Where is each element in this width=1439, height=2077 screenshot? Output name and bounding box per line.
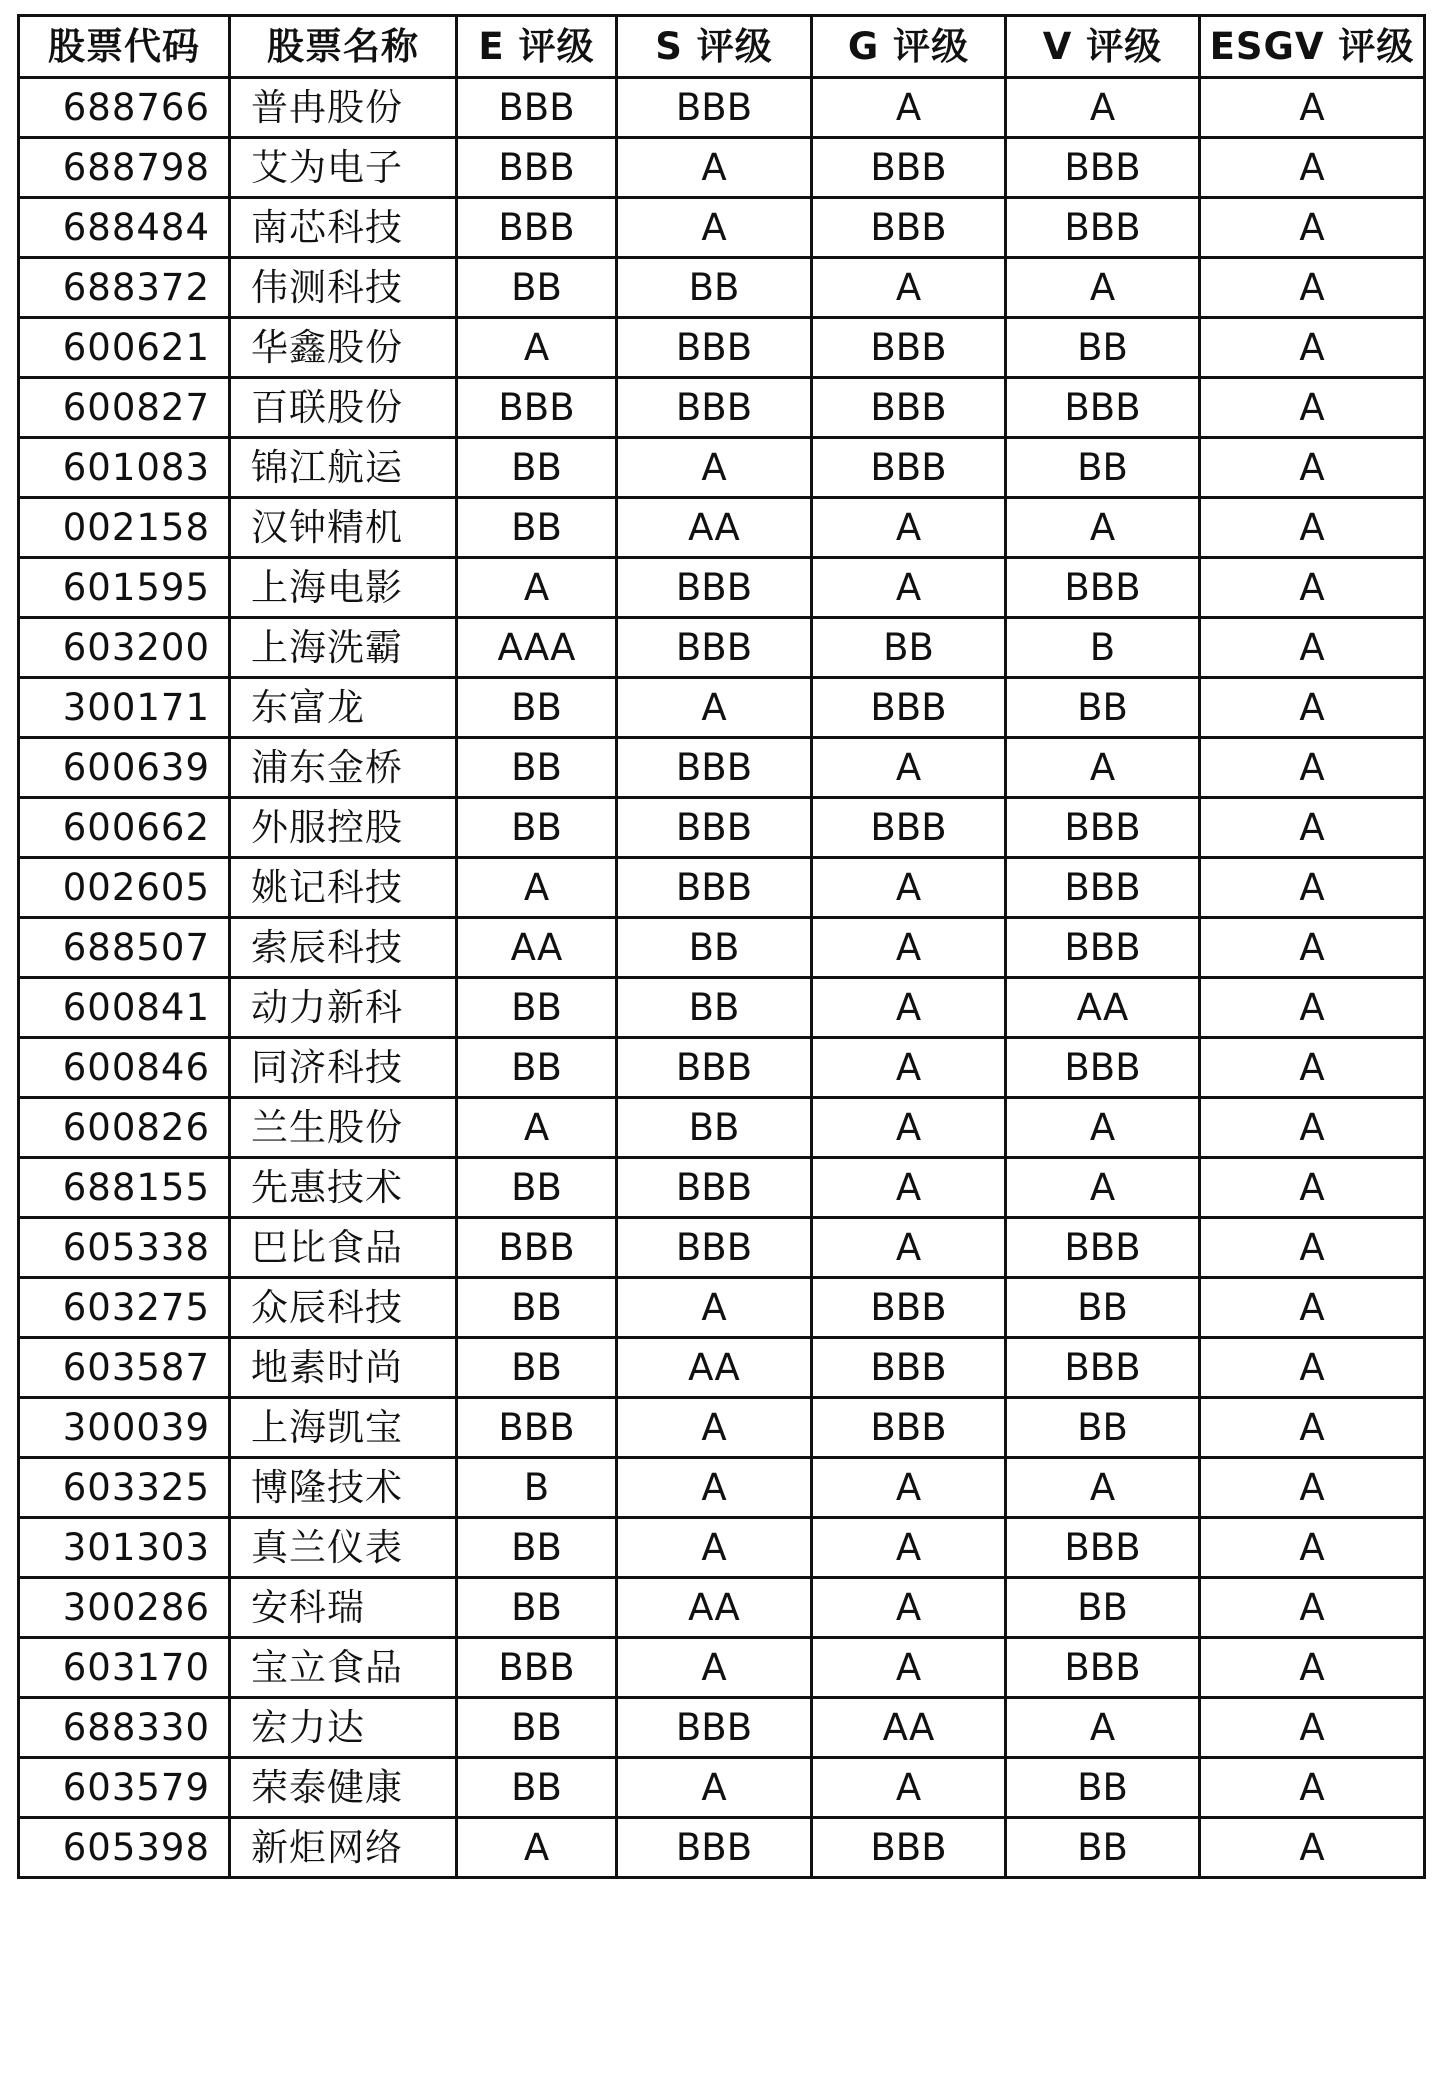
esgv-rating-cell: A bbox=[1200, 498, 1425, 558]
stock-name-cell: 南芯科技 bbox=[230, 198, 457, 258]
table-row bbox=[19, 1518, 1425, 1578]
table-row bbox=[19, 438, 1425, 498]
s-rating-cell: BBB bbox=[617, 738, 812, 798]
stock-name-cell: 巴比食品 bbox=[230, 1218, 457, 1278]
table-row bbox=[19, 78, 1425, 138]
s-rating-cell: BBB bbox=[617, 1818, 812, 1878]
g-rating-cell: BBB bbox=[812, 138, 1006, 198]
stock-code-cell: 688766 bbox=[19, 78, 230, 138]
v-rating-cell: BBB bbox=[1006, 918, 1200, 978]
v-rating-cell: BBB bbox=[1006, 198, 1200, 258]
table-row bbox=[19, 498, 1425, 558]
table-row bbox=[19, 1338, 1425, 1398]
stock-name-cell: 锦江航运 bbox=[230, 438, 457, 498]
stock-name-cell: 安科瑞 bbox=[230, 1578, 457, 1638]
g-rating-cell: A bbox=[812, 1038, 1006, 1098]
table-row bbox=[19, 1818, 1425, 1878]
header-stock-name: 股票名称 bbox=[230, 16, 457, 78]
stock-code-cell: 002158 bbox=[19, 498, 230, 558]
table-row bbox=[19, 618, 1425, 678]
s-rating-cell: AA bbox=[617, 498, 812, 558]
g-rating-cell: BBB bbox=[812, 1398, 1006, 1458]
table-row bbox=[19, 198, 1425, 258]
esgv-rating-cell: A bbox=[1200, 1518, 1425, 1578]
esgv-rating-cell: A bbox=[1200, 1758, 1425, 1818]
g-rating-cell: BBB bbox=[812, 438, 1006, 498]
esgv-rating-cell: A bbox=[1200, 438, 1425, 498]
g-rating-cell: BBB bbox=[812, 318, 1006, 378]
v-rating-cell: A bbox=[1006, 1098, 1200, 1158]
esgv-rating-cell: A bbox=[1200, 558, 1425, 618]
stock-name-cell: 艾为电子 bbox=[230, 138, 457, 198]
stock-code-cell: 603587 bbox=[19, 1338, 230, 1398]
stock-name-cell: 东富龙 bbox=[230, 678, 457, 738]
s-rating-cell: A bbox=[617, 1638, 812, 1698]
e-rating-cell: BB bbox=[457, 1038, 617, 1098]
v-rating-cell: BB bbox=[1006, 1278, 1200, 1338]
e-rating-cell: BBB bbox=[457, 1398, 617, 1458]
stock-code-cell: 603579 bbox=[19, 1758, 230, 1818]
table-row bbox=[19, 1578, 1425, 1638]
s-rating-cell: BBB bbox=[617, 378, 812, 438]
stock-name-cell: 伟测科技 bbox=[230, 258, 457, 318]
g-rating-cell: A bbox=[812, 738, 1006, 798]
esgv-rating-cell: A bbox=[1200, 1458, 1425, 1518]
table-row bbox=[19, 378, 1425, 438]
stock-name-cell: 浦东金桥 bbox=[230, 738, 457, 798]
v-rating-cell: A bbox=[1006, 78, 1200, 138]
e-rating-cell: A bbox=[457, 318, 617, 378]
g-rating-cell: BBB bbox=[812, 1338, 1006, 1398]
v-rating-cell: A bbox=[1006, 498, 1200, 558]
e-rating-cell: AA bbox=[457, 918, 617, 978]
g-rating-cell: A bbox=[812, 1218, 1006, 1278]
header-e-rating: E 评级 bbox=[457, 16, 617, 78]
table-row bbox=[19, 1098, 1425, 1158]
table-header bbox=[19, 16, 1425, 78]
stock-name-cell: 真兰仪表 bbox=[230, 1518, 457, 1578]
e-rating-cell: A bbox=[457, 858, 617, 918]
stock-code-cell: 688798 bbox=[19, 138, 230, 198]
s-rating-cell: BBB bbox=[617, 558, 812, 618]
stock-code-cell: 605398 bbox=[19, 1818, 230, 1878]
table-row bbox=[19, 978, 1425, 1038]
v-rating-cell: A bbox=[1006, 1458, 1200, 1518]
g-rating-cell: A bbox=[812, 1638, 1006, 1698]
stock-code-cell: 688330 bbox=[19, 1698, 230, 1758]
table-row bbox=[19, 1218, 1425, 1278]
e-rating-cell: BBB bbox=[457, 1638, 617, 1698]
s-rating-cell: BBB bbox=[617, 318, 812, 378]
s-rating-cell: BBB bbox=[617, 1698, 812, 1758]
table-row bbox=[19, 678, 1425, 738]
header-row bbox=[19, 16, 1425, 78]
stock-code-cell: 600621 bbox=[19, 318, 230, 378]
e-rating-cell: BB bbox=[457, 1578, 617, 1638]
g-rating-cell: BBB bbox=[812, 1818, 1006, 1878]
s-rating-cell: A bbox=[617, 1398, 812, 1458]
e-rating-cell: BB bbox=[457, 438, 617, 498]
g-rating-cell: A bbox=[812, 1758, 1006, 1818]
s-rating-cell: BBB bbox=[617, 858, 812, 918]
esgv-rating-cell: A bbox=[1200, 258, 1425, 318]
stock-name-cell: 兰生股份 bbox=[230, 1098, 457, 1158]
s-rating-cell: A bbox=[617, 198, 812, 258]
s-rating-cell: A bbox=[617, 438, 812, 498]
g-rating-cell: A bbox=[812, 498, 1006, 558]
stock-code-cell: 600639 bbox=[19, 738, 230, 798]
g-rating-cell: BBB bbox=[812, 798, 1006, 858]
stock-code-cell: 601083 bbox=[19, 438, 230, 498]
s-rating-cell: BBB bbox=[617, 1038, 812, 1098]
table-row bbox=[19, 558, 1425, 618]
e-rating-cell: BB bbox=[457, 798, 617, 858]
stock-name-cell: 同济科技 bbox=[230, 1038, 457, 1098]
v-rating-cell: A bbox=[1006, 1158, 1200, 1218]
e-rating-cell: BB bbox=[457, 978, 617, 1038]
g-rating-cell: BBB bbox=[812, 198, 1006, 258]
e-rating-cell: BB bbox=[457, 1158, 617, 1218]
g-rating-cell: A bbox=[812, 978, 1006, 1038]
esgv-rating-cell: A bbox=[1200, 618, 1425, 678]
stock-code-cell: 603275 bbox=[19, 1278, 230, 1338]
s-rating-cell: BBB bbox=[617, 78, 812, 138]
stock-code-cell: 603170 bbox=[19, 1638, 230, 1698]
stock-name-cell: 上海凯宝 bbox=[230, 1398, 457, 1458]
stock-name-cell: 姚记科技 bbox=[230, 858, 457, 918]
s-rating-cell: A bbox=[617, 138, 812, 198]
v-rating-cell: BBB bbox=[1006, 1218, 1200, 1278]
s-rating-cell: AA bbox=[617, 1338, 812, 1398]
e-rating-cell: BB bbox=[457, 678, 617, 738]
esgv-rating-cell: A bbox=[1200, 1398, 1425, 1458]
esgv-rating-cell: A bbox=[1200, 1698, 1425, 1758]
stock-code-cell: 688507 bbox=[19, 918, 230, 978]
stock-name-cell: 上海电影 bbox=[230, 558, 457, 618]
e-rating-cell: BB bbox=[457, 1698, 617, 1758]
table-row bbox=[19, 1758, 1425, 1818]
v-rating-cell: BBB bbox=[1006, 798, 1200, 858]
stock-code-cell: 603325 bbox=[19, 1458, 230, 1518]
e-rating-cell: BB bbox=[457, 1278, 617, 1338]
g-rating-cell: BBB bbox=[812, 378, 1006, 438]
v-rating-cell: BBB bbox=[1006, 378, 1200, 438]
stock-code-cell: 688155 bbox=[19, 1158, 230, 1218]
table-row bbox=[19, 1038, 1425, 1098]
v-rating-cell: BB bbox=[1006, 1398, 1200, 1458]
v-rating-cell: A bbox=[1006, 1698, 1200, 1758]
e-rating-cell: BB bbox=[457, 1758, 617, 1818]
stock-name-cell: 上海洗霸 bbox=[230, 618, 457, 678]
v-rating-cell: BB bbox=[1006, 1578, 1200, 1638]
s-rating-cell: BBB bbox=[617, 1158, 812, 1218]
e-rating-cell: BB bbox=[457, 738, 617, 798]
e-rating-cell: BB bbox=[457, 258, 617, 318]
esgv-rating-cell: A bbox=[1200, 678, 1425, 738]
v-rating-cell: BB bbox=[1006, 678, 1200, 738]
table-row bbox=[19, 858, 1425, 918]
g-rating-cell: A bbox=[812, 1158, 1006, 1218]
v-rating-cell: BBB bbox=[1006, 558, 1200, 618]
g-rating-cell: A bbox=[812, 258, 1006, 318]
table-body bbox=[19, 78, 1425, 1878]
v-rating-cell: A bbox=[1006, 258, 1200, 318]
s-rating-cell: A bbox=[617, 1278, 812, 1338]
header-stock-code: 股票代码 bbox=[19, 16, 230, 78]
v-rating-cell: BB bbox=[1006, 1758, 1200, 1818]
s-rating-cell: BB bbox=[617, 978, 812, 1038]
g-rating-cell: A bbox=[812, 1098, 1006, 1158]
s-rating-cell: A bbox=[617, 1518, 812, 1578]
s-rating-cell: BBB bbox=[617, 798, 812, 858]
e-rating-cell: B bbox=[457, 1458, 617, 1518]
stock-code-cell: 600827 bbox=[19, 378, 230, 438]
v-rating-cell: BBB bbox=[1006, 1038, 1200, 1098]
table-row bbox=[19, 138, 1425, 198]
stock-name-cell: 荣泰健康 bbox=[230, 1758, 457, 1818]
stock-code-cell: 688484 bbox=[19, 198, 230, 258]
esgv-rating-cell: A bbox=[1200, 1818, 1425, 1878]
stock-name-cell: 外服控股 bbox=[230, 798, 457, 858]
stock-name-cell: 博隆技术 bbox=[230, 1458, 457, 1518]
stock-name-cell: 地素时尚 bbox=[230, 1338, 457, 1398]
v-rating-cell: BB bbox=[1006, 318, 1200, 378]
s-rating-cell: BBB bbox=[617, 1218, 812, 1278]
esgv-rating-cell: A bbox=[1200, 978, 1425, 1038]
header-esgv-rating: ESGV 评级 bbox=[1200, 16, 1425, 78]
table-row bbox=[19, 738, 1425, 798]
e-rating-cell: A bbox=[457, 1098, 617, 1158]
s-rating-cell: A bbox=[617, 678, 812, 738]
header-s-rating: S 评级 bbox=[617, 16, 812, 78]
esgv-rating-cell: A bbox=[1200, 1578, 1425, 1638]
stock-code-cell: 002605 bbox=[19, 858, 230, 918]
table-row bbox=[19, 798, 1425, 858]
g-rating-cell: A bbox=[812, 918, 1006, 978]
v-rating-cell: BB bbox=[1006, 438, 1200, 498]
v-rating-cell: B bbox=[1006, 618, 1200, 678]
header-v-rating: V 评级 bbox=[1006, 16, 1200, 78]
e-rating-cell: BBB bbox=[457, 378, 617, 438]
stock-code-cell: 601595 bbox=[19, 558, 230, 618]
stock-name-cell: 新炬网络 bbox=[230, 1818, 457, 1878]
esgv-rating-cell: A bbox=[1200, 918, 1425, 978]
g-rating-cell: A bbox=[812, 78, 1006, 138]
stock-code-cell: 688372 bbox=[19, 258, 230, 318]
esgv-rating-cell: A bbox=[1200, 1338, 1425, 1398]
table-row bbox=[19, 1398, 1425, 1458]
e-rating-cell: BBB bbox=[457, 1218, 617, 1278]
v-rating-cell: BBB bbox=[1006, 1518, 1200, 1578]
esgv-rating-cell: A bbox=[1200, 858, 1425, 918]
esgv-rating-cell: A bbox=[1200, 1158, 1425, 1218]
table-row bbox=[19, 1278, 1425, 1338]
e-rating-cell: AAA bbox=[457, 618, 617, 678]
s-rating-cell: A bbox=[617, 1758, 812, 1818]
esgv-rating-cell: A bbox=[1200, 738, 1425, 798]
stock-name-cell: 百联股份 bbox=[230, 378, 457, 438]
stock-name-cell: 动力新科 bbox=[230, 978, 457, 1038]
s-rating-cell: A bbox=[617, 1458, 812, 1518]
s-rating-cell: BB bbox=[617, 1098, 812, 1158]
stock-name-cell: 华鑫股份 bbox=[230, 318, 457, 378]
stock-code-cell: 603200 bbox=[19, 618, 230, 678]
esgv-rating-cell: A bbox=[1200, 78, 1425, 138]
table-row bbox=[19, 1698, 1425, 1758]
esg-rating-table bbox=[17, 14, 1426, 1879]
s-rating-cell: BBB bbox=[617, 618, 812, 678]
e-rating-cell: BB bbox=[457, 498, 617, 558]
e-rating-cell: BB bbox=[457, 1518, 617, 1578]
stock-code-cell: 605338 bbox=[19, 1218, 230, 1278]
v-rating-cell: AA bbox=[1006, 978, 1200, 1038]
stock-name-cell: 宏力达 bbox=[230, 1698, 457, 1758]
stock-code-cell: 600841 bbox=[19, 978, 230, 1038]
table-row bbox=[19, 1458, 1425, 1518]
header-g-rating: G 评级 bbox=[812, 16, 1006, 78]
stock-code-cell: 301303 bbox=[19, 1518, 230, 1578]
esgv-rating-cell: A bbox=[1200, 198, 1425, 258]
esgv-rating-cell: A bbox=[1200, 1038, 1425, 1098]
g-rating-cell: AA bbox=[812, 1698, 1006, 1758]
v-rating-cell: BBB bbox=[1006, 1338, 1200, 1398]
esgv-rating-cell: A bbox=[1200, 318, 1425, 378]
esgv-rating-cell: A bbox=[1200, 1278, 1425, 1338]
s-rating-cell: AA bbox=[617, 1578, 812, 1638]
g-rating-cell: BB bbox=[812, 618, 1006, 678]
g-rating-cell: A bbox=[812, 1458, 1006, 1518]
s-rating-cell: BB bbox=[617, 918, 812, 978]
stock-name-cell: 汉钟精机 bbox=[230, 498, 457, 558]
stock-name-cell: 索辰科技 bbox=[230, 918, 457, 978]
stock-name-cell: 众辰科技 bbox=[230, 1278, 457, 1338]
stock-code-cell: 300171 bbox=[19, 678, 230, 738]
s-rating-cell: BB bbox=[617, 258, 812, 318]
e-rating-cell: A bbox=[457, 558, 617, 618]
g-rating-cell: A bbox=[812, 1578, 1006, 1638]
stock-code-cell: 300286 bbox=[19, 1578, 230, 1638]
stock-code-cell: 300039 bbox=[19, 1398, 230, 1458]
v-rating-cell: BBB bbox=[1006, 858, 1200, 918]
e-rating-cell: A bbox=[457, 1818, 617, 1878]
table-row bbox=[19, 918, 1425, 978]
g-rating-cell: BBB bbox=[812, 1278, 1006, 1338]
table-row bbox=[19, 318, 1425, 378]
stock-code-cell: 600846 bbox=[19, 1038, 230, 1098]
esgv-rating-cell: A bbox=[1200, 1218, 1425, 1278]
table-row bbox=[19, 1638, 1425, 1698]
esgv-rating-cell: A bbox=[1200, 1098, 1425, 1158]
e-rating-cell: BB bbox=[457, 1338, 617, 1398]
stock-code-cell: 600826 bbox=[19, 1098, 230, 1158]
v-rating-cell: BB bbox=[1006, 1818, 1200, 1878]
e-rating-cell: BBB bbox=[457, 78, 617, 138]
table-row bbox=[19, 258, 1425, 318]
v-rating-cell: A bbox=[1006, 738, 1200, 798]
v-rating-cell: BBB bbox=[1006, 138, 1200, 198]
esgv-rating-cell: A bbox=[1200, 378, 1425, 438]
esgv-rating-cell: A bbox=[1200, 798, 1425, 858]
g-rating-cell: A bbox=[812, 1518, 1006, 1578]
stock-name-cell: 普冉股份 bbox=[230, 78, 457, 138]
v-rating-cell: BBB bbox=[1006, 1638, 1200, 1698]
g-rating-cell: A bbox=[812, 558, 1006, 618]
stock-code-cell: 600662 bbox=[19, 798, 230, 858]
stock-name-cell: 先惠技术 bbox=[230, 1158, 457, 1218]
e-rating-cell: BBB bbox=[457, 138, 617, 198]
g-rating-cell: BBB bbox=[812, 678, 1006, 738]
esgv-rating-cell: A bbox=[1200, 1638, 1425, 1698]
esgv-rating-cell: A bbox=[1200, 138, 1425, 198]
e-rating-cell: BBB bbox=[457, 198, 617, 258]
stock-name-cell: 宝立食品 bbox=[230, 1638, 457, 1698]
table-row bbox=[19, 1158, 1425, 1218]
g-rating-cell: A bbox=[812, 858, 1006, 918]
